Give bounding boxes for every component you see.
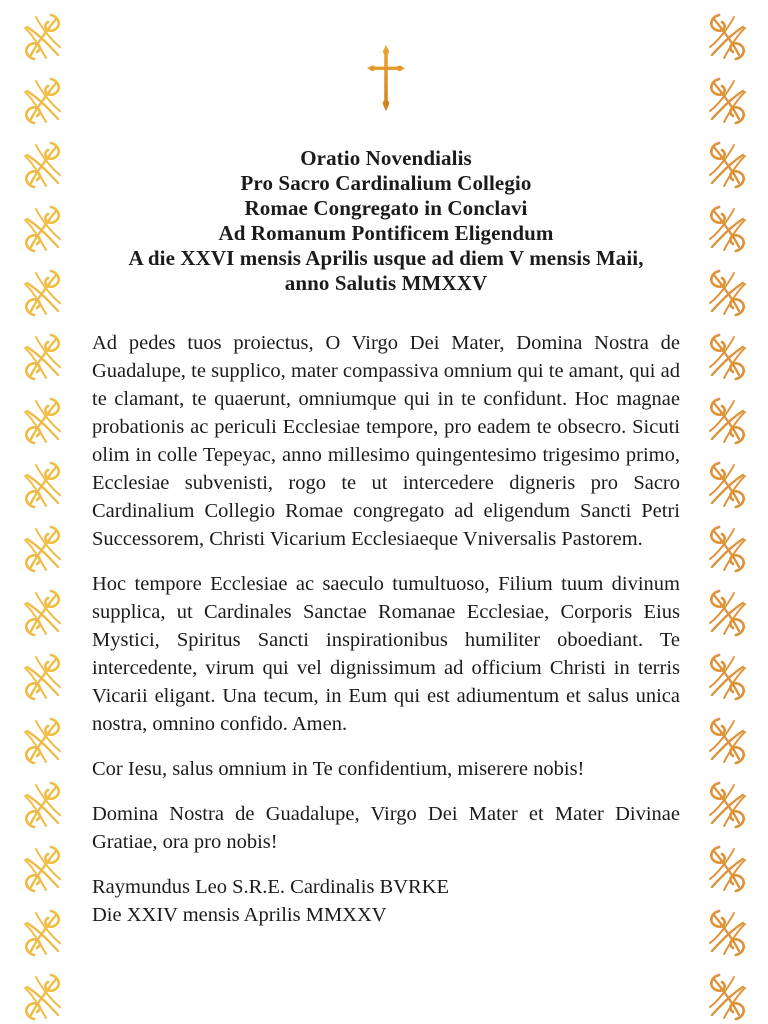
signature-block [92,873,680,929]
signature-date: Die XXIV mensis Aprilis MMXXV [92,904,387,926]
prayer-content [92,0,680,929]
cross-icon [366,44,406,112]
title-line-2: Pro Sacro Cardinalium Collegio [240,171,532,195]
left-border-ornament [16,0,68,1024]
prayer-invocation-1: Cor Iesu, salus omnium in Te confidentium, miserere nobis! [92,758,585,780]
title-line-5: A die XXVI mensis Aprilis usque ad diem V mensis Maii, [128,246,644,270]
right-border-motifs [710,15,745,1019]
prayer-paragraph-1: Ad pedes tuos proiectus, O Virgo Dei Mater, Domina Nostra de Guadalupe, te supplico, mater compassiva omnium qui te amant, qui ad te clamant, te quaerunt, omniumque qui in te confidunt. Hoc magnae probationis ac periculi Ecclesiae tempore, pro eadem te obsecro. Sicuti olim in colle Tepeyac, anno millesimo quingentesimo trigesimo primo, Ecclesiae subvenisti, rogo te ut intercedere digneris pro Sacro Cardinalium Collegio Romae congregato ad eligendum Sancti Petri Successorem, Christi Vicarium Ecclesiaeque Vniversalis Pastorem. [92,332,680,550]
prayer-body [92,329,680,856]
right-border-ornament [702,0,754,1024]
title-line-4: Ad Romanum Pontificem Eligendum [218,221,554,245]
title-line-6: anno Salutis MMXXV [284,271,488,295]
prayer-invocation-2: Domina Nostra de Guadalupe, Virgo Dei Mater et Mater Divinae Gratiae, ora pro nobis! [92,803,680,853]
prayer-title-block [92,146,680,296]
title-line-3: Romae Congregato in Conclavi [244,196,528,220]
prayer-paragraph-2: Hoc tempore Ecclesiae ac saeculo tumultuoso, Filium tuum divinum supplica, ut Cardinales Sanctae Romanae Ecclesiae, Corporis Eius Mystici, Spiritus Sancti inspirationibus humiliter oboediant. Te intercedente, virum qui vel dignissimum ad officium Christi in terris Vicarii eligant. Una tecum, in Eum qui est adiumentum et salus unica nostra, omnino confido. Amen. [92,573,680,735]
cross-container [92,44,680,112]
left-border-motifs [25,15,60,1019]
title-line-1: Oratio Novendialis [300,146,472,170]
signature-name: Raymundus Leo S.R.E. Cardinalis BVRKE [92,876,450,898]
